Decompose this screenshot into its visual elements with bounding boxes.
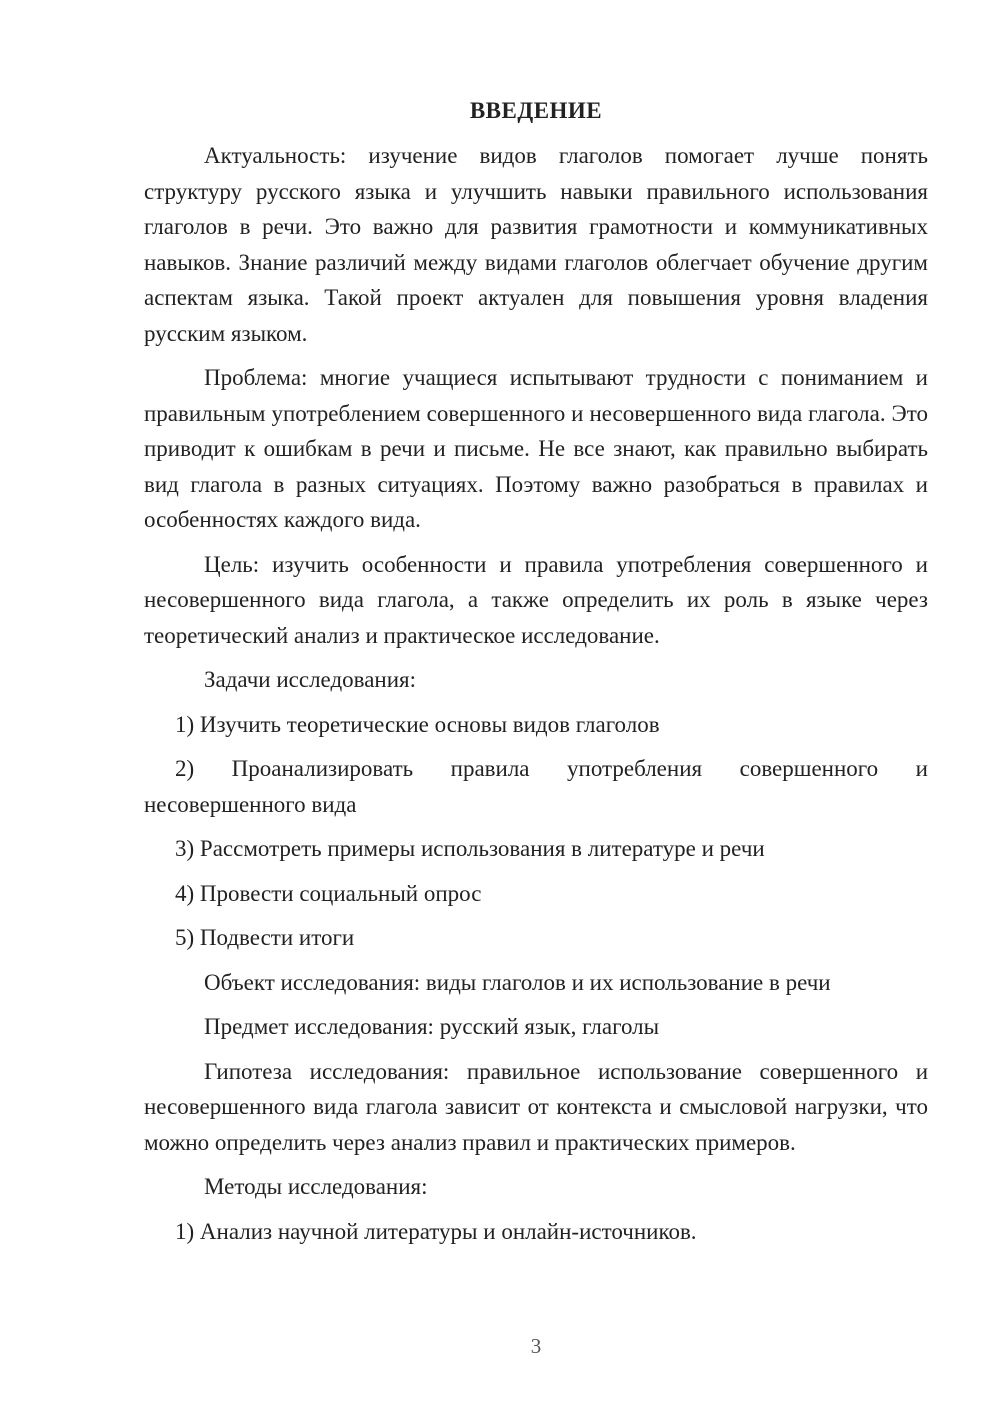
task-item: 2) Проанализировать правила употребления совершенного и несовершенного вида [144,756,928,817]
methods-heading: Методы исследования: [204,1174,428,1199]
section-title: ВВЕДЕНИЕ [469,98,603,123]
object-line: Объект исследования: виды глаголов и их использование в речи [204,969,831,995]
method-item: 1) Анализ научной литературы и онлайн-источников. [175,1218,697,1244]
goal-paragraph: Цель: изучить особенности и правила употребления совершенного и несовершенного вида глагола, а также определить их роль в языке через теоретический анализ и практическое исследование. [144,551,928,648]
relevance-paragraph: Актуальность: изучение видов глаголов помогает лучше понять структуру русского языка и улучшить навыки правильного использования глаголов в речи. Это важно для развития грамотности и коммуникативных навыков. Знание различий между видами глаголов облегчает обучение другим аспектам языка. Такой проект актуален для повышения уровня владения русским языком. [144,143,928,346]
hypothesis-paragraph: Гипотеза исследования: правильное использование совершенного и несовершенного вида глагола зависит от контекста и смысловой нагрузки, что можно определить через анализ правил и практических примеров. [144,1058,928,1155]
task-item: 5) Подвести итоги [175,925,355,950]
tasks-heading: Задачи исследования: [204,667,417,692]
task-item: 4) Провести социальный опрос [175,880,482,906]
subject-line: Предмет исследования: русский язык, глаголы [204,1014,660,1039]
page-content [144,96,928,1258]
task-item: 3) Рассмотреть примеры использования в литературе и речи [175,836,765,861]
task-item: 1) Изучить теоретические основы видов глаголов [175,711,660,737]
problem-paragraph: Проблема: многие учащиеся испытывают трудности с пониманием и правильным употреблением совершенного и несовершенного вида глагола. Это приводит к ошибкам в речи и письме. Не все знают, как правильно выбирать вид глагола в разных ситуациях. Поэтому важно разобраться в правилах и особенностях каждого вида. [144,365,928,532]
page-number: 3 [530,1334,542,1358]
